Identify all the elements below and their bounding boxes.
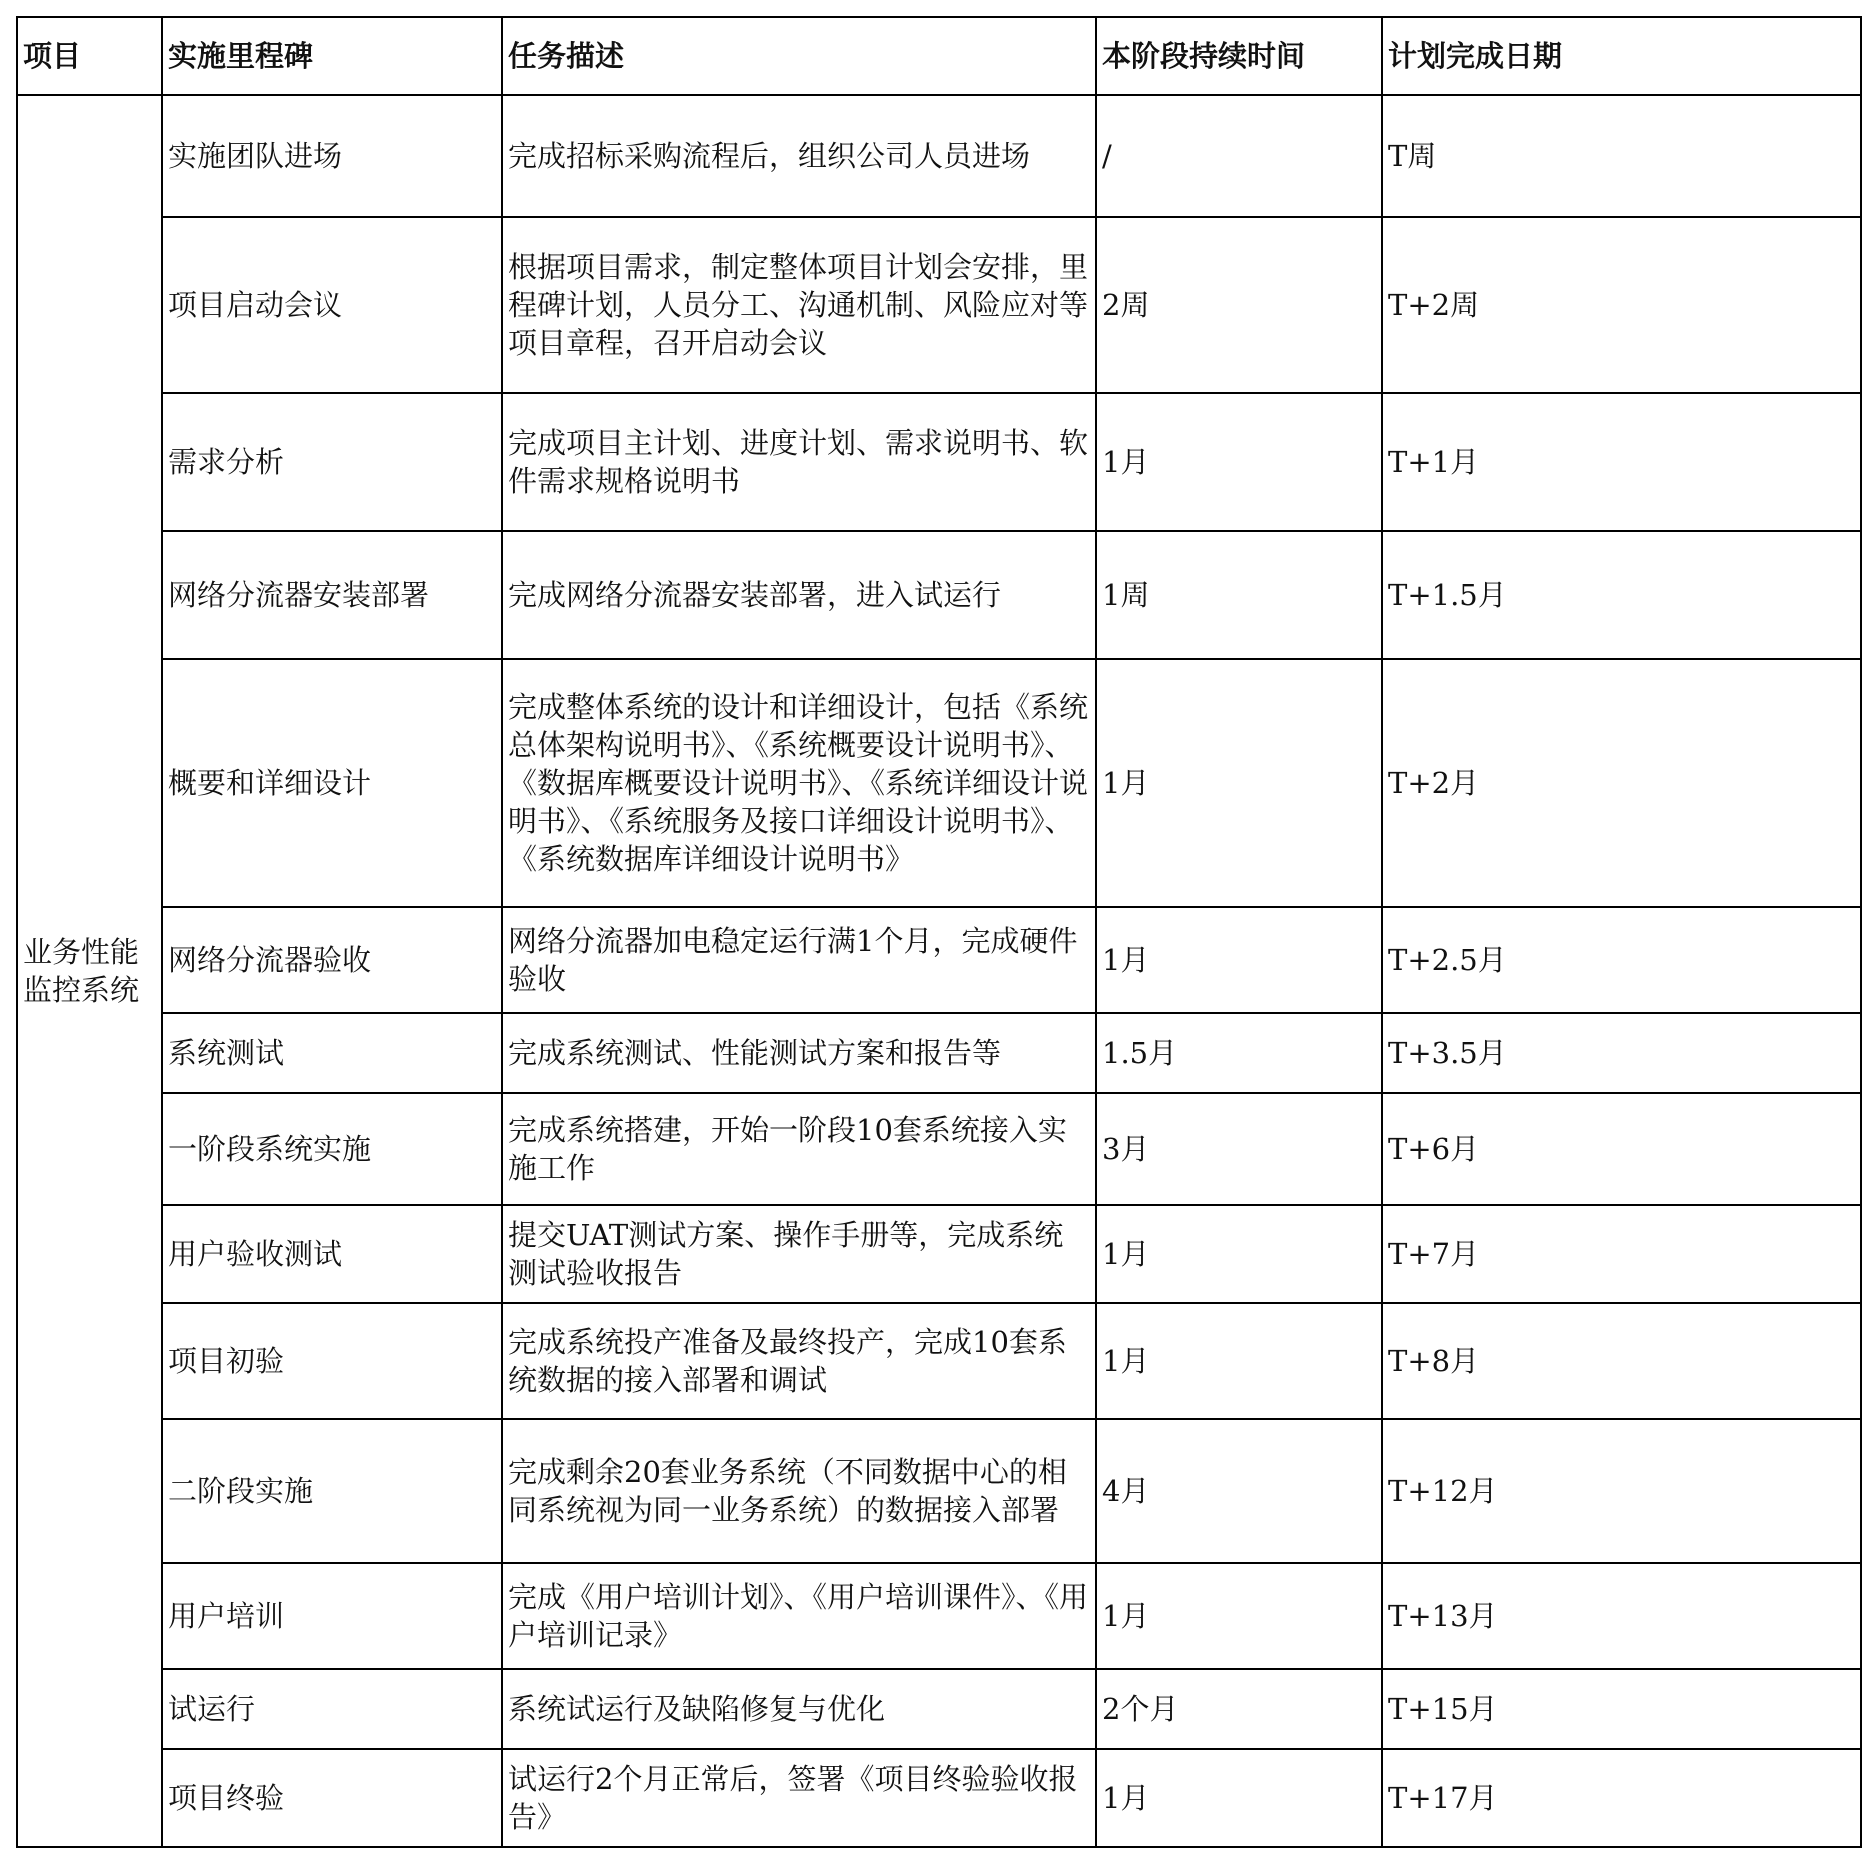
header-planned-completion-date: 计划完成日期 — [1382, 17, 1861, 95]
duration-cell: 2个月 — [1096, 1669, 1382, 1749]
table-row — [17, 1669, 1861, 1749]
due-date-cell: T+1月 — [1382, 393, 1861, 531]
table-row — [17, 659, 1861, 907]
table-row — [17, 531, 1861, 659]
duration-cell: 1月 — [1096, 1303, 1382, 1419]
header-row — [17, 17, 1861, 95]
task-cell: 完成项目主计划、进度计划、需求说明书、软件需求规格说明书 — [502, 393, 1096, 531]
duration-cell: 1月 — [1096, 393, 1382, 531]
project-name-cell: 业务性能监控系统 — [17, 95, 162, 1847]
task-cell: 网络分流器加电稳定运行满1个月，完成硬件验收 — [502, 907, 1096, 1013]
duration-cell: / — [1096, 95, 1382, 217]
task-cell: 试运行2个月正常后，签署《项目终验验收报告》 — [502, 1749, 1096, 1847]
task-cell: 完成招标采购流程后，组织公司人员进场 — [502, 95, 1096, 217]
due-date-cell: T+7月 — [1382, 1205, 1861, 1303]
due-date-cell: T+2月 — [1382, 659, 1861, 907]
milestone-cell: 二阶段实施 — [162, 1419, 502, 1563]
table-row — [17, 907, 1861, 1013]
table-row — [17, 1749, 1861, 1847]
duration-cell: 4月 — [1096, 1419, 1382, 1563]
task-cell: 完成整体系统的设计和详细设计，包括《系统总体架构说明书》、《系统概要设计说明书》、《数据库概要设计说明书》、《系统详细设计说明书》、《系统服务及接口详细设计说明书》、《系统数据库详细设计说明书》 — [502, 659, 1096, 907]
table-row — [17, 1563, 1861, 1669]
header-milestone: 实施里程碑 — [162, 17, 502, 95]
table-row — [17, 393, 1861, 531]
task-cell: 根据项目需求，制定整体项目计划会安排，里程碑计划，人员分工、沟通机制、风险应对等项目章程，召开启动会议 — [502, 217, 1096, 393]
task-cell: 完成《用户培训计划》、《用户培训课件》、《用户培训记录》 — [502, 1563, 1096, 1669]
table-row — [17, 1013, 1861, 1093]
milestone-cell: 需求分析 — [162, 393, 502, 531]
milestone-cell: 网络分流器验收 — [162, 907, 502, 1013]
duration-cell: 1.5月 — [1096, 1013, 1382, 1093]
due-date-cell: T+12月 — [1382, 1419, 1861, 1563]
table-row — [17, 217, 1861, 393]
schedule-sheet — [16, 16, 1862, 1848]
due-date-cell: T周 — [1382, 95, 1861, 217]
table-row — [17, 1093, 1861, 1205]
duration-cell: 3月 — [1096, 1093, 1382, 1205]
task-cell: 系统试运行及缺陷修复与优化 — [502, 1669, 1096, 1749]
duration-cell: 1月 — [1096, 1563, 1382, 1669]
due-date-cell: T+3.5月 — [1382, 1013, 1861, 1093]
table-row — [17, 1205, 1861, 1303]
implementation-schedule-table — [16, 16, 1862, 1848]
task-cell: 完成系统投产准备及最终投产，完成10套系统数据的接入部署和调试 — [502, 1303, 1096, 1419]
due-date-cell: T+17月 — [1382, 1749, 1861, 1847]
duration-cell: 1月 — [1096, 659, 1382, 907]
milestone-cell: 网络分流器安装部署 — [162, 531, 502, 659]
task-cell: 完成剩余20套业务系统（不同数据中心的相同系统视为同一业务系统）的数据接入部署 — [502, 1419, 1096, 1563]
task-cell: 完成网络分流器安装部署，进入试运行 — [502, 531, 1096, 659]
table-row — [17, 95, 1861, 217]
milestone-cell: 用户验收测试 — [162, 1205, 502, 1303]
task-cell: 完成系统测试、性能测试方案和报告等 — [502, 1013, 1096, 1093]
milestone-cell: 项目终验 — [162, 1749, 502, 1847]
due-date-cell: T+8月 — [1382, 1303, 1861, 1419]
due-date-cell: T+6月 — [1382, 1093, 1861, 1205]
milestone-cell: 概要和详细设计 — [162, 659, 502, 907]
task-cell: 提交UAT测试方案、操作手册等，完成系统测试验收报告 — [502, 1205, 1096, 1303]
duration-cell: 1月 — [1096, 907, 1382, 1013]
table-row — [17, 1303, 1861, 1419]
milestone-cell: 用户培训 — [162, 1563, 502, 1669]
duration-cell: 1月 — [1096, 1205, 1382, 1303]
milestone-cell: 一阶段系统实施 — [162, 1093, 502, 1205]
due-date-cell: T+1.5月 — [1382, 531, 1861, 659]
header-project: 项目 — [17, 17, 162, 95]
milestone-cell: 实施团队进场 — [162, 95, 502, 217]
milestone-cell: 试运行 — [162, 1669, 502, 1749]
duration-cell: 1月 — [1096, 1749, 1382, 1847]
milestone-cell: 项目初验 — [162, 1303, 502, 1419]
due-date-cell: T+2.5月 — [1382, 907, 1861, 1013]
task-cell: 完成系统搭建，开始一阶段10套系统接入实施工作 — [502, 1093, 1096, 1205]
due-date-cell: T+13月 — [1382, 1563, 1861, 1669]
header-task-description: 任务描述 — [502, 17, 1096, 95]
table-row — [17, 1419, 1861, 1563]
milestone-cell: 项目启动会议 — [162, 217, 502, 393]
milestone-cell: 系统测试 — [162, 1013, 502, 1093]
header-duration: 本阶段持续时间 — [1096, 17, 1382, 95]
duration-cell: 2周 — [1096, 217, 1382, 393]
due-date-cell: T+15月 — [1382, 1669, 1861, 1749]
duration-cell: 1周 — [1096, 531, 1382, 659]
due-date-cell: T+2周 — [1382, 217, 1861, 393]
